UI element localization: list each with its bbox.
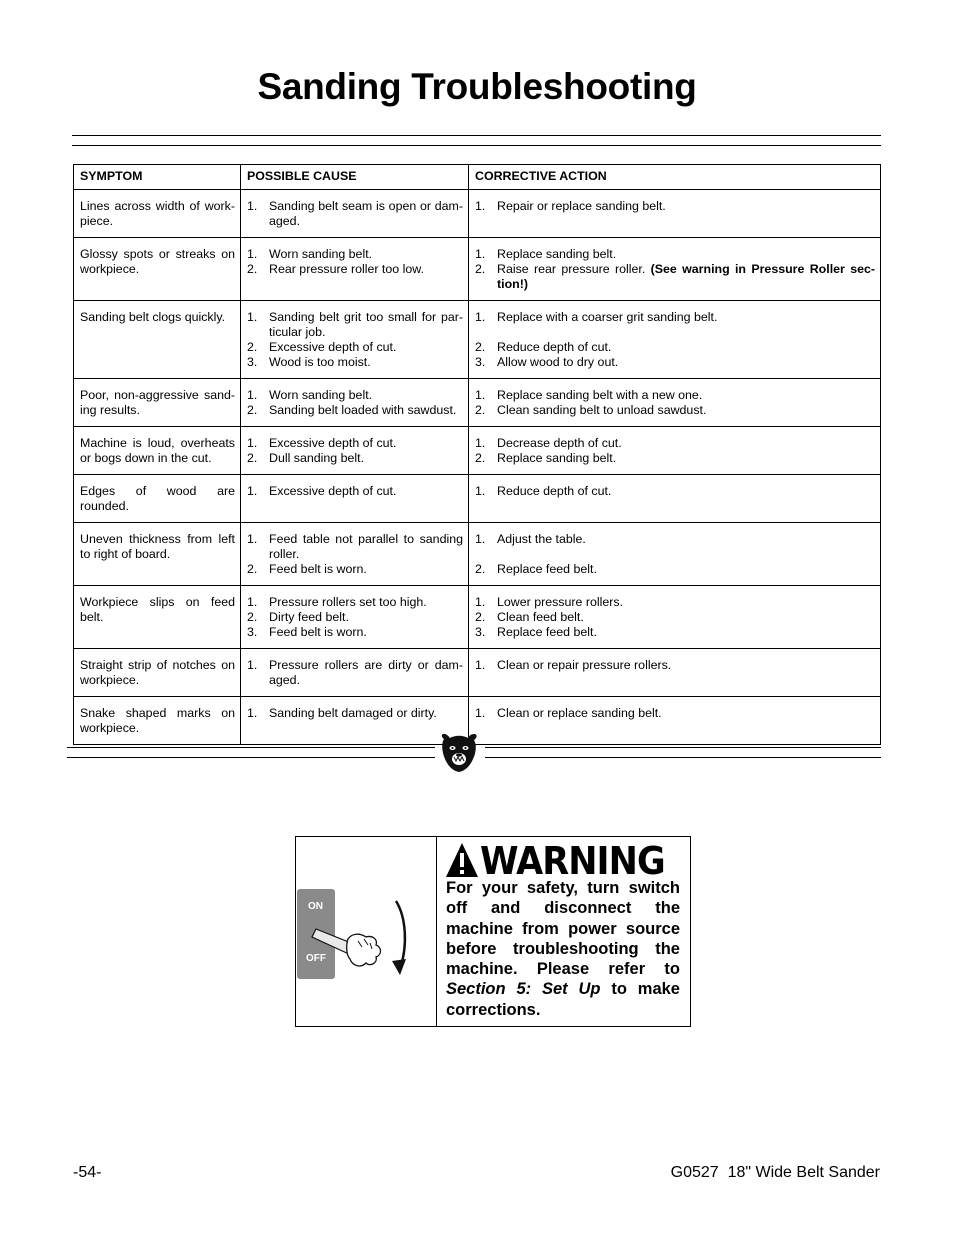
list-item: 2. Rear pressure roller too low. <box>247 262 424 276</box>
list-item: 2. Clean feed belt. <box>475 610 584 624</box>
symptom-cell: Snake shaped marks on workpiece. <box>74 697 241 745</box>
footer-model: G0527 18" Wide Belt Sander <box>670 1164 880 1181</box>
title-rule-2 <box>72 145 881 146</box>
list-item: 1. Pressure rollers are dirty or dam-aged. <box>247 658 463 687</box>
list-item: 1. Sanding belt grit too small for par-ticular job. <box>247 310 463 339</box>
divider-line-right-2 <box>485 757 881 758</box>
list-item: 1. Feed table not parallel to sanding roller. <box>247 532 463 561</box>
action-cell <box>469 697 881 745</box>
list-item: 2. Reduce depth of cut. <box>475 340 612 354</box>
list-item: 2. Sanding belt loaded with sawdust. <box>247 403 457 417</box>
table-header-row <box>74 165 881 190</box>
page-title: Sanding Troubleshooting <box>257 66 697 107</box>
list-item: 1. Lower pressure rollers. <box>475 595 624 609</box>
action-cell <box>469 427 881 475</box>
list-item: 2. Excessive depth of cut. <box>247 340 397 354</box>
symptom-cell: Glossy spots or streaks on workpiece. <box>74 238 241 301</box>
cause-cell <box>241 427 469 475</box>
list-item: 1. Sanding belt damaged or dirty. <box>247 706 437 720</box>
action-cell <box>469 649 881 697</box>
warning-box <box>295 836 691 1027</box>
symptom-cell: Machine is loud, overheats or bogs down in the cut. <box>74 427 241 475</box>
list-item: 3. Feed belt is worn. <box>247 625 367 639</box>
list-item: 2. Raise rear pressure roller. (See warning in Pressure Roller sec-tion!) <box>475 262 875 291</box>
table-row <box>74 523 881 586</box>
switch-off-label: OFF <box>306 953 326 964</box>
page-number: -54- <box>73 1164 102 1181</box>
list-item: 1. Worn sanding belt. <box>247 388 373 402</box>
table-row <box>74 190 881 238</box>
list-item: 2. Feed belt is worn. <box>247 562 367 576</box>
table-row <box>74 586 881 649</box>
action-cell <box>469 301 881 379</box>
symptom-cell: Uneven thickness from left to right of board. <box>74 523 241 586</box>
power-switch-icon <box>296 837 436 1026</box>
title-rule <box>72 135 881 136</box>
action-cell <box>469 379 881 427</box>
action-cell <box>469 238 881 301</box>
list-item: 1. Excessive depth of cut. <box>247 436 397 450</box>
cause-cell <box>241 586 469 649</box>
divider-line-left <box>67 747 435 748</box>
divider-line-right <box>485 747 881 748</box>
list-item: 1. Worn sanding belt. <box>247 247 373 261</box>
cause-cell <box>241 649 469 697</box>
section-reference: Section 5: Set Up <box>446 980 601 999</box>
table-row <box>74 379 881 427</box>
list-item: 1. Clean or replace sanding belt. <box>475 706 662 720</box>
warning-header <box>444 839 684 883</box>
divider-line-left-2 <box>67 757 435 758</box>
list-item: 3. Allow wood to dry out. <box>475 355 619 369</box>
switch-on-label: ON <box>308 901 323 912</box>
action-cell <box>469 190 881 238</box>
list-item: 2. Replace sanding belt. <box>475 451 617 465</box>
header-corrective-action: CORRECTIVE ACTION <box>469 165 881 190</box>
list-item: 1. Replace with a coarser grit sanding belt. <box>475 310 718 324</box>
symptom-cell: Poor, non-aggressive sand-ing results. <box>74 379 241 427</box>
action-cell <box>469 523 881 586</box>
table-row <box>74 649 881 697</box>
table-row <box>74 475 881 523</box>
cause-cell <box>241 238 469 301</box>
cause-cell <box>241 301 469 379</box>
cause-cell <box>241 475 469 523</box>
warning-triangle-icon <box>444 841 480 881</box>
list-item: 1. Adjust the table. <box>475 532 586 546</box>
header-possible-cause: POSSIBLE CAUSE <box>241 165 469 190</box>
table-row <box>74 238 881 301</box>
cause-cell <box>241 190 469 238</box>
cause-cell <box>241 523 469 586</box>
list-item: 2. Dirty feed belt. <box>247 610 349 624</box>
action-cell <box>469 586 881 649</box>
symptom-cell: Lines across width of work-piece. <box>74 190 241 238</box>
troubleshooting-table <box>73 164 881 745</box>
symptom-cell: Edges of wood are rounded. <box>74 475 241 523</box>
table-row <box>74 427 881 475</box>
list-item: 1. Replace sanding belt with a new one. <box>475 388 703 402</box>
list-item: 2. Replace feed belt. <box>475 562 597 576</box>
header-symptom: SYMPTOM <box>74 165 241 190</box>
list-item: 1. Replace sanding belt. <box>475 247 617 261</box>
cause-cell <box>241 379 469 427</box>
list-item: 1. Sanding belt seam is open or dam-aged. <box>247 199 463 228</box>
list-item: 1. Reduce depth of cut. <box>475 484 612 498</box>
list-item: 1. Pressure rollers set too high. <box>247 595 427 609</box>
switch-illustration <box>296 837 437 1026</box>
warning-message: For your safety, turn switch off and disconnect the machine from power source before troubleshooting the machine. Please refer to Section 5: Set Up to make corrections. <box>446 879 680 1019</box>
list-item: 3. Replace feed belt. <box>475 625 597 639</box>
table-row <box>74 301 881 379</box>
action-cell <box>469 475 881 523</box>
symptom-cell: Sanding belt clogs quickly. <box>74 301 241 379</box>
list-item: 1. Excessive depth of cut. <box>247 484 397 498</box>
list-item: 1. Clean or repair pressure rollers. <box>475 658 672 672</box>
warning-reference: (See warning in Pressure Roller sec-tion!) <box>497 262 875 291</box>
list-item: 2. Clean sanding belt to unload sawdust. <box>475 403 707 417</box>
list-item: 1. Repair or replace sanding belt. <box>475 199 666 213</box>
warning-heading: WARNING <box>480 839 665 883</box>
list-item: 3. Wood is too moist. <box>247 355 371 369</box>
list-item: 1. Decrease depth of cut. <box>475 436 622 450</box>
list-item: 2. Dull sanding belt. <box>247 451 365 465</box>
cause-cell <box>241 697 469 745</box>
symptom-cell: Straight strip of notches on workpiece. <box>74 649 241 697</box>
symptom-cell: Workpiece slips on feed belt. <box>74 586 241 649</box>
bear-logo-icon <box>440 733 478 773</box>
